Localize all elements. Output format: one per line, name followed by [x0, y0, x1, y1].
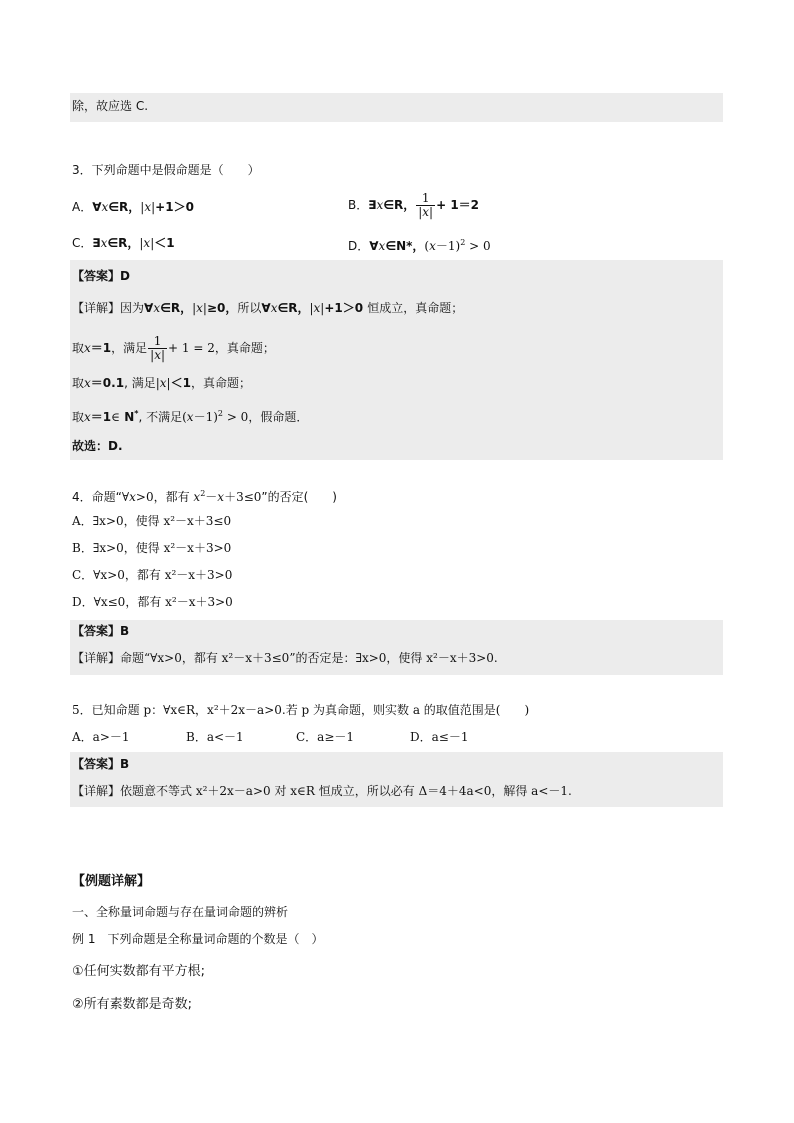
q3-detail-line1: 【详解】因为∀x∈R，|x|≥0，所以∀x∈R，|x|+1＞0 恒成立，真命题； [72, 301, 464, 315]
example-1-stem: 例 1 下列命题是全称量词命题的个数是（ ） [72, 932, 324, 946]
q3-stem: 3．下列命题中是假命题是（ ） [72, 163, 260, 177]
example-1-item-2: ②所有素数都是奇数; [72, 997, 193, 1012]
q5-option-d: D．a≤－1 [410, 730, 469, 744]
q3-option-c: C．∃x∈R，|x|＜1 [72, 236, 175, 250]
q3-conclusion: 故选：D. [72, 439, 123, 453]
q3-option-b-rhs: + 1＝2 [436, 198, 480, 212]
q4-option-d: D．∀x≤0，都有 x²－x＋3>0 [72, 595, 233, 609]
example-heading: 【例题详解】 [72, 874, 151, 889]
q3-option-b: B．∃x∈R， $\frac{1}{|x|}$ + 1＝2 [348, 191, 480, 219]
q4-detail: 【详解】命题“∀x>0，都有 x²－x＋3≤0”的否定是：∃x>0，使得 x²－x＋3>0. [72, 651, 498, 665]
q5-option-c: C．a≥－1 [296, 730, 355, 744]
q3-detail-line2: 取x＝1，满足 $\frac{1}{|x|}$ + 1 = 2，真命题； [72, 334, 275, 362]
q5-stem: 5．已知命题 p：∀x∈R，x²＋2x－a>0.若 p 为真命题，则实数 a 的取值范围是( ) [72, 703, 530, 717]
q3-detail-line3: 取x＝0.1, 满足|x|＜1，真命题； [72, 376, 251, 390]
q3-option-d-label: D． [348, 239, 370, 253]
q5-answer: 【答案】B [72, 757, 130, 771]
q3-option-a-label: A． [72, 200, 93, 214]
q4-option-a: A．∃x>0，使得 x²－x＋3≤0 [72, 514, 232, 528]
top-fragment-block [70, 93, 723, 122]
top-fragment: 除，故应选 C. [72, 99, 149, 113]
q5-detail: 【详解】依题意不等式 x²＋2x－a>0 对 x∈R 恒成立，所以必有 Δ＝4＋4a<0，解得 a<－1. [72, 784, 572, 798]
q3-option-b-label: B． [348, 198, 369, 212]
q4-option-b: B．∃x>0，使得 x²－x＋3>0 [72, 541, 232, 555]
q3-option-c-label: C． [72, 236, 93, 250]
section-title: 一、全称量词命题与存在量词命题的辨析 [72, 905, 289, 919]
q4-answer: 【答案】B [72, 624, 130, 638]
q3-detail-line4: 取x＝1∈ N*, 不满足$(x-1)^2 > 0$，假命题． [72, 409, 309, 424]
q5-option-a: A．a>－1 [72, 730, 130, 744]
q3-answer: 【答案】D [72, 269, 130, 283]
q3-option-a: A．∀x∈R，|x|+1＞0 [72, 200, 194, 214]
q3-option-d: D．∀x∈N*，$(x-1)^2 > 0$ [348, 238, 491, 253]
example-1-item-1: ①任何实数都有平方根; [72, 964, 206, 979]
q5-option-b: B．a<－1 [186, 730, 244, 744]
q4-stem: 4．命题“∀x>0，都有 $x^2-x+3\le 0$”的否定( ) [72, 489, 337, 504]
q4-option-c: C．∀x>0，都有 x²－x＋3>0 [72, 568, 233, 582]
